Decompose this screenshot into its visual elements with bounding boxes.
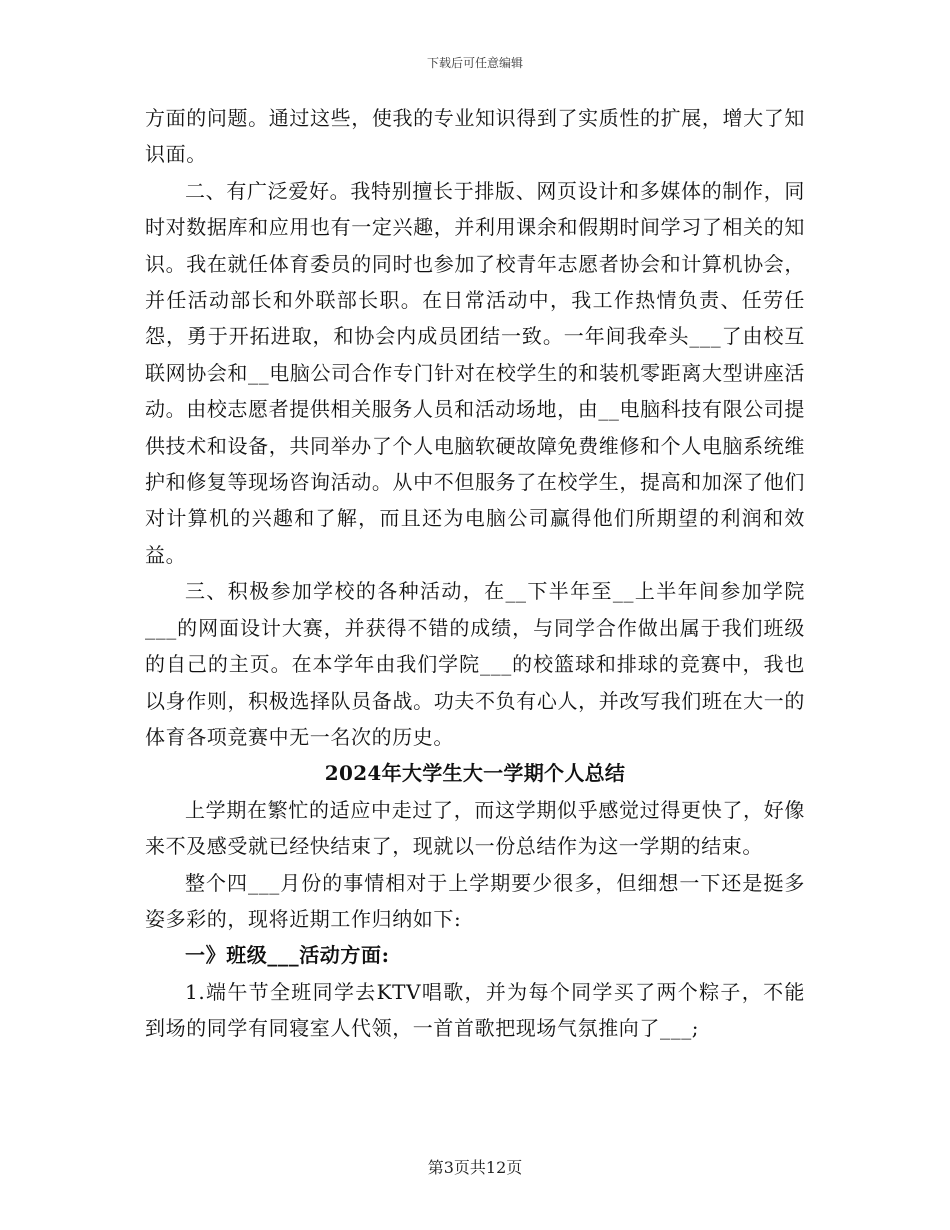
document-body [145, 100, 805, 1047]
list-item: 1.端午节全班同学去KTV唱歌，并为每个同学买了两个粽子，不能到场的同学有同寝室人代领，一首首歌把现场气氛推向了___; [145, 979, 805, 1041]
subsection-heading: 一》班级___活动方面: [185, 943, 390, 968]
section-title: 2024年大学生大一学期个人总结 [324, 761, 626, 786]
paragraph-overview: 整个四___月份的事情相对于上学期要少很多，但细想一下还是挺多姿多彩的，现将近期工作归纳如下: [145, 870, 805, 931]
paragraph-hobbies: 二、有广泛爱好。我特别擅长于排版、网页设计和多媒体的制作，同时对数据库和应用也有一定兴趣，并利用课余和假期时间学习了相关的知识。我在就任体育委员的同时也参加了校青年志愿者协会和计算机协会，并任活动部长和外联部长职。在日常活动中，我工作热情负责、任劳任怨，勇于开拓进取，和协会内成员团结一致。一年间我牵头___了由校互联网协会和__电脑公司合作专门针对在校学生的和装机零距离大型讲座活动。由校志愿者提供相关服务人员和活动场地，由__电脑科技有限公司提供技术和设备，共同举办了个人电脑软硬故障免费维修和个人电脑系统维护和修复等现场咨询活动。从中不但服务了在校学生，提高和加深了他们对计算机的兴趣和了解，而且还为电脑公司赢得他们所期望的利润和效益。 [145, 178, 805, 567]
paragraph-activities: 三、积极参加学校的各种活动，在__下半年至__上半年间参加学院___的网面设计大赛，并获得不错的成绩，与同学合作做出属于我们班级的自己的主页。在本学年由我们学院___的校篮球和排球的竞赛中，我也以身作则，积极选择队员备战。功夫不负有心人，并改写我们班在大一的体育各项竞赛中无一名次的历史。 [145, 579, 805, 749]
paragraph-intro: 上学期在繁忙的适应中走过了，而这学期似乎感觉过得更快了，好像来不及感受就已经快结束了，现就以一份总结作为这一学期的结束。 [145, 797, 805, 859]
paragraph-continuation: 方面的问题。通过这些，使我的专业知识得到了实质性的扩展，增大了知识面。 [145, 106, 805, 167]
page-number: 第3页共12页 [427, 1158, 523, 1177]
header-note: 下载后可任意编辑 [426, 56, 523, 70]
